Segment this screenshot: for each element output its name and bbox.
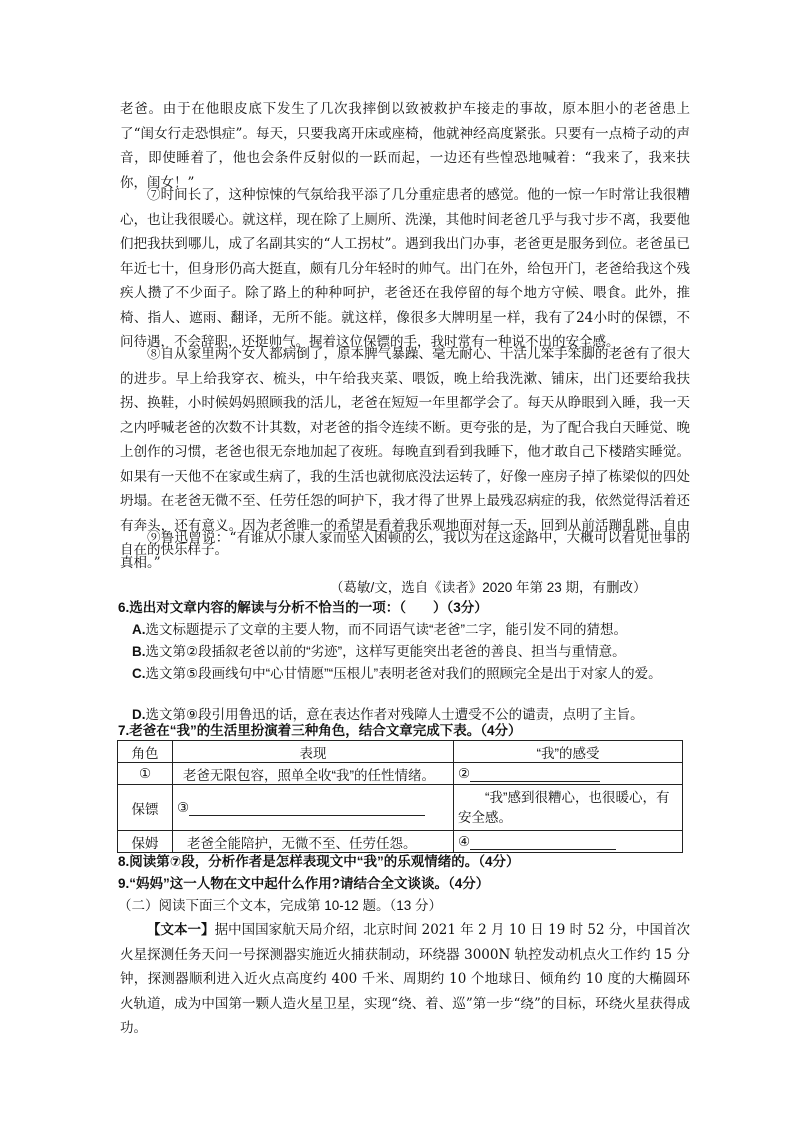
option-c-text: 选文第⑤段画线句中“心甘情愿”“压根儿”表明老爸对我们的照顾完全是出于对家人的爱。 <box>145 666 662 681</box>
header-performance: 表现 <box>173 741 454 763</box>
performance-cell <box>173 785 454 831</box>
text-1-paragraph <box>120 918 690 1041</box>
question-6-option-b <box>118 641 698 663</box>
article-paragraph-8: ⑧自从家里两个女人都病倒了，原本脾气暴躁、毫无耐心、干活儿笨手笨脚的老爸有了很大的进步。早上给我穿衣、梳头，中午给我夹菜、喂饭，晚上给我洗漱、铺床，出门还要给我扶拐、换鞋，小时候妈妈照顾我的活儿，老爸在短短一年里都学会了。每天从睁眼到入睡，我一天之内呼喊老爸的次数不计其数，对老爸的指令连续不断。更夸张的是，为了配合我白天睡觉、晚上创作的习惯，老爸也很无奈地加起了夜班。每晚直到看到我睡下，他才敢自己下楼踏实睡觉。如果有一天他不在家或生病了，我的生活也就彻底没法运转了，好像一座房子掉了栋梁似的四处坍塌。在老爸无微不至、任劳任怨的呵护下，我才得了世界上最残忍病症的我，依然觉得活着还有奔头，还有意义。因为老爸唯一的希望是看着我乐观地面对每一天，回到从前活蹦乱跳、自由自在的快乐样子。 <box>120 346 690 558</box>
question-8: 8.阅读第⑦段，分析作者是怎样表现文中“我”的乐观情绪的。（4分） <box>118 854 520 869</box>
article-paragraph-7: ⑦时间长了，这种惊悚的气氛给我平添了几分重症患者的感觉。他的一惊一乍时常让我很糟心，也让我很暖心。就这样，现在除了上厕所、洗澡，其他时间老爸几乎与我寸步不离，我要他们把我扶到哪儿，成了名副其实的“人工拐杖”。遇到我出门办事，老爸更是服务到位。老爸虽已年近七十，但身形仍高大挺直，颇有几分年轻时的帅气。出门在外，给包开门，老爸给我这个残疾人攒了不少面子。除了路上的种种呵护，老爸还在我停留的每个地方守候、喂食。此外，推椅、指人、遮雨、翻译，无所不能。就这样，像很多大牌明星一样，我有了24小时的保镖，不问待遇，不会辞职，还挺帅气。握着这位保镖的手，我时常有一种说不出的安全感。 <box>120 187 690 350</box>
option-b-text: 选文第②段插叙老爸以前的“劣迹”，这样写更能突出老爸的善良、担当与重情意。 <box>145 644 626 659</box>
header-feeling: “我”的感受 <box>454 741 683 763</box>
performance-cell: 老爸无限包容，照单全收“我”的任性情绪。 <box>173 763 454 785</box>
article-paragraph-top: 老爸。由于在他眼皮底下发生了几次我摔倒以致被救护车接走的事故，原本胆小的老爸患上了“闺女行走恐惧症”。每天，只要我离开床或座椅，他就神经高度紧张。只要有一点椅子动的声音，即使睡着了，他也会条件反射似的一跃而起，一边还有些惶恐地喊着：“我来了，我来扶你，闺女！” <box>120 101 690 191</box>
table-header-row <box>118 741 683 763</box>
table-row <box>118 763 683 785</box>
role-cell: ① <box>118 763 173 785</box>
roles-table <box>117 740 683 853</box>
text-1-body: 据中国国家航天局介绍，北京时间 2021 年 2 月 10 日 19 时 52 分，中国首次火星探测任务天问一号探测器实施近火捕获制动，环绕器 3000N 轨控发动机点火工作约 15 分钟，探测器顺利进入近火点高度约 400 千米、周期约 10 个地球日、倾角约 10 度的大椭圆环火轨道，成为中国第一颗人造火星卫星，实现“绕、着、巡”第一步“绕”的目标，环绕火星获得成功。 <box>120 922 690 1036</box>
feeling-cell: “我”感到很糟心，也很暖心，有安全感。 <box>454 785 683 831</box>
answer-marker-3: ③ <box>177 799 190 815</box>
answer-blank-4[interactable] <box>470 835 616 850</box>
option-a-text: 选文标题提示了文章的主要人物，而不同语气读“老爸”二字，能引发不同的猜想。 <box>145 622 627 637</box>
option-a-label: A. <box>132 622 146 637</box>
question-6-option-c <box>118 663 698 685</box>
performance-cell: 老爸全能陪护，无微不至、任劳任怨。 <box>173 831 454 853</box>
feeling-cell <box>454 831 683 853</box>
role-cell: 保姆 <box>118 831 173 853</box>
section-2-heading: （二）阅读下面三个文本，完成第 10-12 题。（13 分） <box>118 898 443 913</box>
feeling-cell <box>454 763 683 785</box>
answer-blank-2[interactable] <box>470 767 600 782</box>
option-d-text: 选文第⑨段引用鲁迅的话，意在表达作者对残障人士遭受不公的谴责，点明了主旨。 <box>145 707 644 722</box>
table-row <box>118 831 683 853</box>
question-9: 9.“妈妈”这一人物在文中起什么作用?请结合全文谈谈。（4分） <box>118 876 490 891</box>
question-6-stem: 6.选出对文章内容的解读与分析不恰当的一项：（ ）（3分） <box>118 600 488 615</box>
question-6-option-a <box>118 619 698 641</box>
option-b-label: B. <box>132 644 146 659</box>
header-role: 角色 <box>118 741 173 763</box>
question-7-stem: 7.老爸在“我”的生活里扮演着三种角色，结合文章完成下表。（4分） <box>118 723 522 738</box>
answer-marker-2: ② <box>458 765 471 781</box>
option-c-label: C. <box>132 666 146 681</box>
role-cell: 保镖 <box>118 785 173 831</box>
article-paragraph-9: ⑨鲁迅曾说：“有谁从小康人家而坠入困顿的么，我以为在这途路中，大概可以看见世事的真相。” <box>120 530 690 571</box>
answer-blank-3[interactable] <box>189 801 425 816</box>
answer-marker-4: ④ <box>458 833 471 849</box>
text-1-label: 【文本一】 <box>147 922 215 938</box>
article-source: （葛敏/文，选自《读者》2020 年第 23 期，有删改） <box>330 580 647 595</box>
table-row <box>118 785 683 831</box>
option-d-label: D. <box>132 707 146 722</box>
